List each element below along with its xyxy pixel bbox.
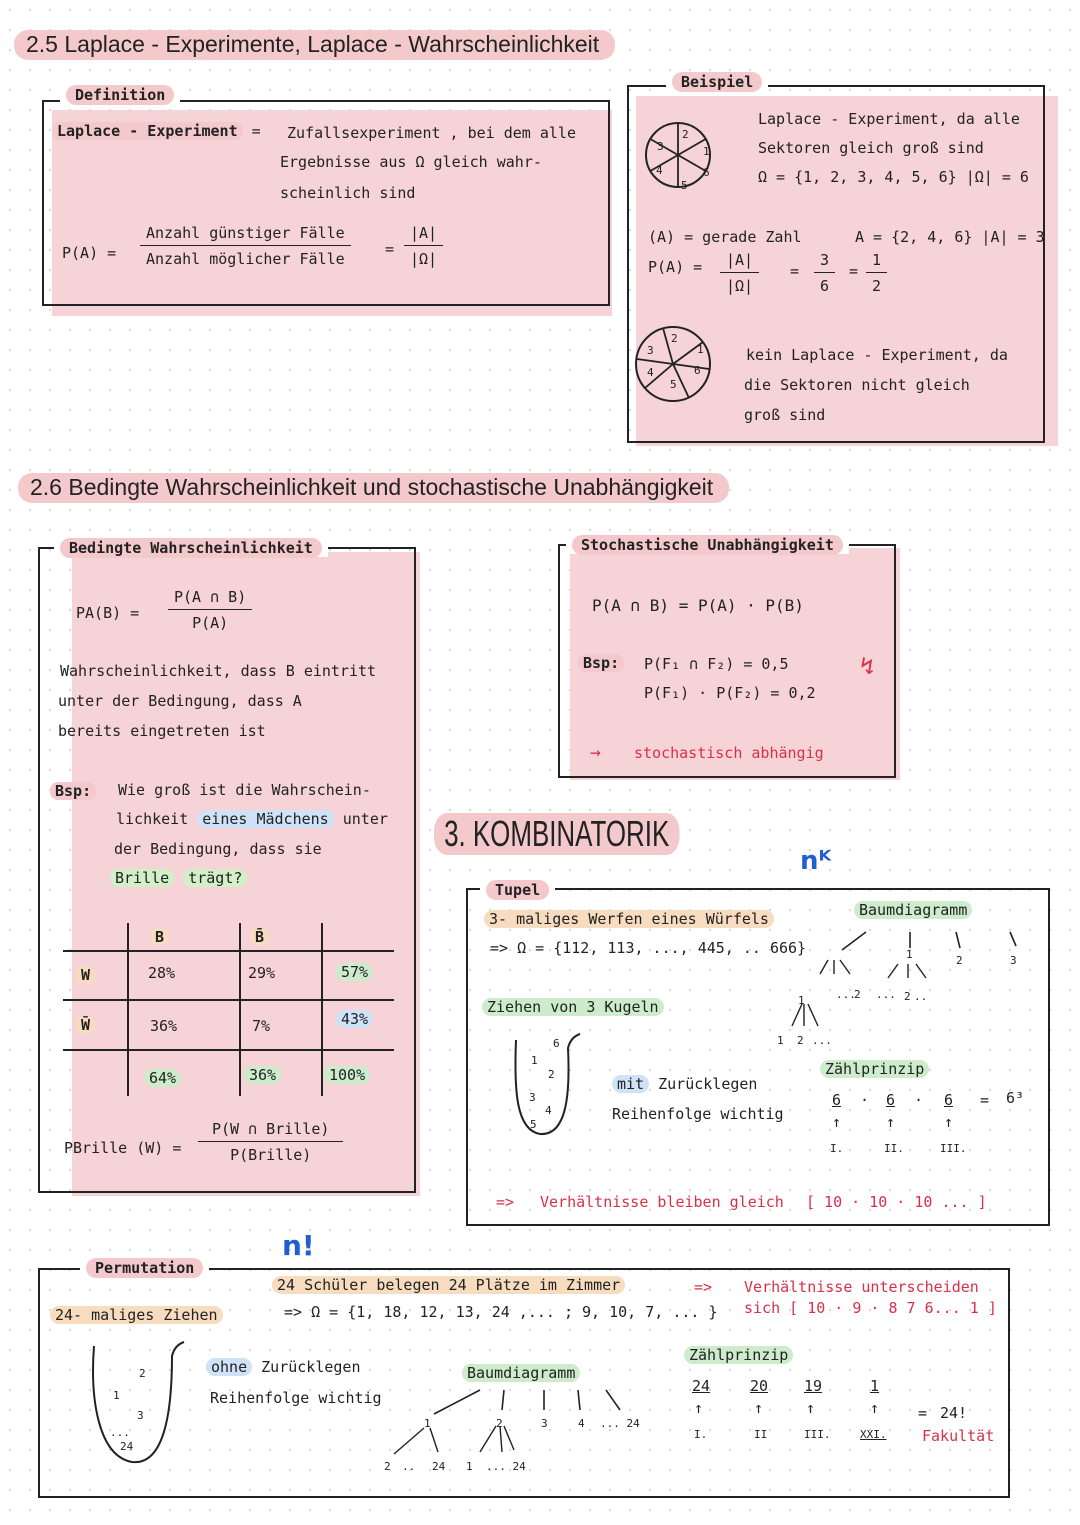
perm-zp-arrow-1: ↑ <box>694 1399 704 1417</box>
bedingt-lhs: PA(B) = <box>76 604 140 622</box>
wheel2-label-3: 1 <box>697 343 704 356</box>
bedingt-q4b: trägt? <box>183 869 247 887</box>
perm-ohne: ohne <box>206 1358 252 1376</box>
tupel-zp-1: 6 <box>832 1091 842 1109</box>
section-title-2-6: 2.6 Bedingte Wahrscheinlichkeit und stochastische Unabhängigkeit <box>18 473 729 503</box>
beispiel-eq2: = <box>849 262 859 280</box>
table-cell-33-wrap <box>324 1066 370 1084</box>
tupel-zp-tag-wrap <box>820 1060 929 1078</box>
table-row-wbar-wrap <box>76 1016 95 1034</box>
tupel-baum-tag-wrap <box>854 901 972 919</box>
beispiel-f3-den: 2 <box>872 277 882 295</box>
definition-term: Laplace - Experiment <box>52 122 243 140</box>
definition-denominator: Anzahl möglicher Fälle <box>146 250 345 268</box>
beispiel-text-2c: groß sind <box>744 406 826 424</box>
table-col-bbar: B̄ <box>250 928 269 946</box>
bedingt-tag-wrap <box>54 538 328 557</box>
beispiel-tag-wrap <box>666 72 768 91</box>
perm-t4a: Verhältnisse unterscheiden <box>744 1278 979 1296</box>
bedingt-text-1: Wahrscheinlichkeit, dass B eintritt <box>60 662 377 680</box>
table-col-b: B <box>150 928 169 946</box>
table-row-w: W <box>76 966 95 984</box>
urn-ball-4: 4 <box>545 1104 552 1117</box>
definition-tag: Definition <box>66 85 174 105</box>
definition-numerator: Anzahl günstiger Fälle <box>140 224 351 246</box>
tupel-tree-10: 1 <box>777 1034 784 1047</box>
beispiel-line-a: (A) = gerade Zahl <box>648 228 802 246</box>
perm-ohne-row <box>206 1358 361 1376</box>
unabh-arrow-icon: → <box>590 742 601 763</box>
perm-reihen: Reihenfolge wichtig <box>210 1389 382 1407</box>
beispiel-pa: P(A) = <box>648 258 703 276</box>
unabh-result: stochastisch abhängig <box>634 744 824 762</box>
pbrille-lhs: PBrille (W) = <box>64 1139 182 1157</box>
tupel-t1: 3- maliges Werfen eines Würfels <box>484 910 774 928</box>
tupel-baum-tag: Baumdiagramm <box>854 901 972 919</box>
perm-zp-eq: = <box>918 1404 928 1422</box>
perm-tree-6: 2 <box>384 1460 391 1473</box>
tupel-t2: => Ω = {112, 113, ..., 445, .. 666} <box>490 939 807 957</box>
lightning-icon: ↯ <box>860 652 875 680</box>
wheel1-label-1: 3 <box>657 140 664 153</box>
perm-t4b: sich [ 10 · 9 · 8 7 6... 1 ] <box>744 1299 997 1317</box>
perm-tree-4: 4 <box>578 1417 585 1430</box>
tupel-t1-wrap <box>484 910 774 928</box>
table-cell-21: 36% <box>150 1017 178 1035</box>
perm-urn-3: 3 <box>137 1409 144 1422</box>
bedingt-fraction <box>168 588 252 632</box>
table-cell-33: 100% <box>324 1066 370 1084</box>
beispiel-eq: = <box>790 262 800 280</box>
beispiel-text-1c: Ω = {1, 2, 3, 4, 5, 6} |Ω| = 6 <box>758 168 1029 186</box>
perm-t1: 24 Schüler belegen 24 Plätze im Zimmer <box>272 1276 625 1294</box>
tupel-bleiben: Verhältnisse bleiben gleich <box>540 1193 784 1211</box>
beispiel-f1-num: |A| <box>720 251 759 273</box>
table-cell-13-wrap <box>336 963 373 981</box>
table-cell-32: 36% <box>244 1066 281 1084</box>
tupel-zp-arrow-2: ↑ <box>886 1113 896 1131</box>
unabh-tag-wrap <box>566 535 849 554</box>
table-cell-12: 29% <box>248 964 276 982</box>
tupel-tree-11: 2 <box>797 1034 804 1047</box>
perm-fakultaet: Fakultät <box>922 1427 995 1445</box>
definition-term-row <box>52 122 261 140</box>
tupel-tree-6: ... <box>876 988 896 1001</box>
perm-baum-tag: Baumdiagramm <box>462 1364 580 1382</box>
perm-urn-24: 24 <box>120 1440 134 1453</box>
perm-zp-lbl-1: I. <box>694 1428 708 1441</box>
perm-ohne2: Zurücklegen <box>261 1358 361 1376</box>
perm-urn-2: 2 <box>139 1367 146 1380</box>
tupel-tag: Tupel <box>486 880 549 900</box>
table-cell-23-wrap <box>336 1010 373 1028</box>
definition-desc-2: Ergebnisse aus Ω gleich wahr- <box>280 153 542 171</box>
urn-icon <box>510 1030 590 1140</box>
perm-t2: => Ω = {1, 18, 12, 13, 24 ,... ; 9, 10, 7, ... } <box>284 1303 718 1321</box>
tupel-mit2: Zurücklegen <box>658 1075 758 1093</box>
beispiel-text-1a: Laplace - Experiment, da alle <box>758 110 1020 128</box>
unabh-bsp: Bsp: <box>578 654 624 672</box>
perm-tree-8: 24 <box>432 1460 446 1473</box>
perm-zp-res: 24! <box>940 1404 968 1422</box>
perm-urn-1: 1 <box>113 1389 120 1402</box>
tupel-t3-wrap <box>482 998 664 1016</box>
table-cell-31-wrap <box>144 1069 181 1087</box>
beispiel-f2-den: 6 <box>820 277 830 295</box>
tupel-formula-nk: nᴷ <box>800 846 832 876</box>
perm-tree-9: 1 <box>466 1460 473 1473</box>
bedingt-q4 <box>110 869 247 887</box>
beispiel-f1-den: |Ω| <box>726 277 754 295</box>
table-cell-11: 28% <box>148 964 176 982</box>
wheel1-label-6: 4 <box>656 164 663 177</box>
unabh-tag: Stochastische Unabhängigkeit <box>572 535 843 555</box>
wheel2-label-2: 2 <box>671 332 678 345</box>
bedingt-bsp-wrap <box>50 782 96 800</box>
perm-tree-3: 3 <box>541 1417 548 1430</box>
tupel-tree-12: ... <box>812 1034 832 1047</box>
tupel-zp-2: 6 <box>886 1091 896 1109</box>
perm-tree-1: 1 <box>424 1417 431 1430</box>
pbrille-den: P(Brille) <box>230 1146 312 1164</box>
tupel-zp-arrow-3: ↑ <box>944 1113 954 1131</box>
perm-zp-1: 24 <box>692 1377 711 1395</box>
perm-zp-arrow-3: ↑ <box>806 1399 816 1417</box>
bedingt-q2c: unter <box>342 810 388 828</box>
table-cell-31: 64% <box>144 1069 181 1087</box>
wheel2-label-4: 6 <box>694 364 701 377</box>
perm-formula-nfak: n! <box>282 1229 315 1262</box>
tupel-tree-8: 2 <box>904 990 911 1003</box>
beispiel-fraction-2 <box>814 251 835 295</box>
definition-fraction <box>140 224 351 268</box>
table-row-w-wrap <box>76 966 95 984</box>
table-cell-23: 43% <box>336 1010 373 1028</box>
wheel1-label-4: 6 <box>703 166 710 179</box>
bedingt-q2a: lichkeit <box>116 810 189 828</box>
perm-zp-3: 19 <box>804 1377 823 1395</box>
tupel-tag-wrap <box>480 880 555 899</box>
unabh-line-2: P(F₁) · P(F₂) = 0,2 <box>644 684 816 702</box>
perm-zp-arrow-2: ↑ <box>754 1399 764 1417</box>
tupel-zp-res: 6³ <box>1006 1089 1025 1107</box>
bedingt-tag: Bedingte Wahrscheinlichkeit <box>60 538 322 558</box>
perm-tree-5: ... 24 <box>600 1417 640 1430</box>
tupel-zp-tag: Zählprinzip <box>820 1060 929 1078</box>
tupel-zp-arrow-1: ↑ <box>832 1113 842 1131</box>
tupel-arrow: => <box>496 1193 515 1211</box>
wheel2-label-6: 4 <box>647 366 654 379</box>
unabh-line-1: P(F₁ ∩ F₂) = 0,5 <box>644 655 789 673</box>
table-col-bbar-wrap <box>250 928 269 946</box>
perm-t1-wrap <box>272 1276 625 1294</box>
tupel-zp-dot-2: · <box>914 1091 924 1109</box>
unabh-formula: P(A ∩ B) = P(A) · P(B) <box>592 596 804 615</box>
perm-t3: => <box>694 1278 713 1296</box>
wheel1-label-2: 2 <box>682 128 689 141</box>
table-cell-22: 7% <box>252 1017 271 1035</box>
beispiel-line-a2: A = {2, 4, 6} |A| = 3 <box>855 228 1045 246</box>
tupel-bracket: [ 10 · 10 · 10 ... ] <box>806 1193 987 1211</box>
definition-eq2: = <box>385 240 395 258</box>
definition-numerator-2: |A| <box>404 224 443 246</box>
bedingt-num: P(A ∩ B) <box>168 588 252 610</box>
tupel-zp-eq: = <box>980 1091 990 1109</box>
wheel1-label-3: 1 <box>703 145 710 158</box>
beispiel-f2-num: 3 <box>814 251 835 273</box>
tupel-zp-3: 6 <box>944 1091 954 1109</box>
tupel-zp-lbl-1: I. <box>830 1142 844 1155</box>
perm-zp-lbl-2: II <box>754 1428 768 1441</box>
urn-perm-icon <box>88 1338 188 1468</box>
bedingt-q4a: Brille <box>110 869 174 887</box>
perm-zp-4: 1 <box>870 1377 880 1395</box>
table-cell-13: 57% <box>336 963 373 981</box>
urn-ball-1: 1 <box>531 1054 538 1067</box>
beispiel-text-2a: kein Laplace - Experiment, da <box>746 346 1008 364</box>
tupel-mit-row <box>612 1075 757 1093</box>
urn-ball-5: 5 <box>530 1118 537 1131</box>
perm-zp-tag-wrap <box>684 1346 793 1364</box>
wheel1-label-5: 5 <box>681 179 688 192</box>
bedingt-text-2: unter der Bedingung, dass A <box>58 692 302 710</box>
definition-pa: P(A) = <box>62 244 117 262</box>
tupel-reihen: Reihenfolge wichtig <box>612 1105 784 1123</box>
pbrille-fraction <box>198 1120 343 1164</box>
perm-zp-tag: Zählprinzip <box>684 1346 793 1364</box>
pbrille-num: P(W ∩ Brille) <box>198 1120 343 1142</box>
beispiel-f3-num: 1 <box>866 251 887 273</box>
perm-tree-2: 2 <box>496 1417 503 1430</box>
bedingt-text-3: bereits eingetreten ist <box>58 722 266 740</box>
beispiel-text-1b: Sektoren gleich groß sind <box>758 139 984 157</box>
section-title-3: 3. KOMBINATORIK <box>434 813 679 855</box>
table-row-wbar: W̄ <box>76 1016 95 1034</box>
definition-denominator-2: |Ω| <box>410 250 438 268</box>
tupel-tree-4: ... <box>836 988 856 1001</box>
perm-tag: Permutation <box>86 1258 203 1278</box>
beispiel-text-2b: die Sektoren nicht gleich <box>744 376 970 394</box>
urn-ball-3: 3 <box>529 1091 536 1104</box>
tupel-zp-lbl-2: II. <box>884 1142 904 1155</box>
bedingt-den: P(A) <box>192 614 229 632</box>
bedingt-bsp: Bsp: <box>50 782 96 800</box>
unabh-bsp-wrap <box>578 654 624 672</box>
tupel-zp-dot-1: · <box>860 1091 870 1109</box>
tupel-tree-9: .. <box>914 990 928 1003</box>
perm-tag2: 24- maliges Ziehen <box>50 1306 223 1324</box>
beispiel-tag: Beispiel <box>672 72 762 92</box>
beispiel-fraction-1 <box>720 251 759 295</box>
tupel-tree-7: 1 <box>798 994 805 1007</box>
table-col-b-wrap <box>150 928 169 946</box>
tupel-mit: mit <box>612 1075 649 1093</box>
wheel2-label-5: 5 <box>670 378 677 391</box>
tupel-tree-5: 2 <box>854 988 861 1001</box>
perm-tag-wrap <box>80 1258 209 1277</box>
perm-tree-7: .. <box>402 1460 416 1473</box>
perm-tag2-wrap <box>50 1306 223 1324</box>
perm-tree-10: ... 24 <box>486 1460 526 1473</box>
tupel-zp-lbl-3: III. <box>940 1142 967 1155</box>
tupel-tree-1: 1 <box>906 948 913 961</box>
beispiel-fraction-3 <box>866 251 887 295</box>
definition-desc-1: Zufallsexperiment , bei dem alle <box>287 124 576 142</box>
perm-zp-lbl-4: XXI. <box>860 1428 887 1441</box>
perm-zp-lbl-3: III. <box>804 1428 831 1441</box>
wheel2-label-1: 3 <box>647 344 654 357</box>
definition-fraction-2 <box>404 224 443 268</box>
tupel-tree-3: 3 <box>1010 954 1017 967</box>
tupel-tree-2: 2 <box>956 954 963 967</box>
urn-ball-6: 6 <box>553 1037 560 1050</box>
definition-eq: = <box>251 122 261 140</box>
perm-urn-4: ... <box>110 1426 130 1439</box>
perm-zp-2: 20 <box>750 1377 769 1395</box>
bedingt-q2 <box>116 810 388 828</box>
table-cell-32-wrap <box>244 1066 281 1084</box>
section-title-2-5: 2.5 Laplace - Experimente, Laplace - Wahrscheinlichkeit <box>14 30 615 60</box>
bedingt-q1: Wie groß ist die Wahrschein- <box>118 781 371 799</box>
urn-ball-2: 2 <box>548 1068 555 1081</box>
definition-desc-3: scheinlich sind <box>280 184 416 202</box>
definition-tag-wrap <box>60 85 180 104</box>
bedingt-q3: der Bedingung, dass sie <box>114 840 322 858</box>
tupel-t3: Ziehen von 3 Kugeln <box>482 998 664 1016</box>
perm-zp-arrow-4: ↑ <box>870 1399 880 1417</box>
perm-baum-tag-wrap <box>462 1364 580 1382</box>
bedingt-q2b: eines Mädchens <box>197 810 333 828</box>
